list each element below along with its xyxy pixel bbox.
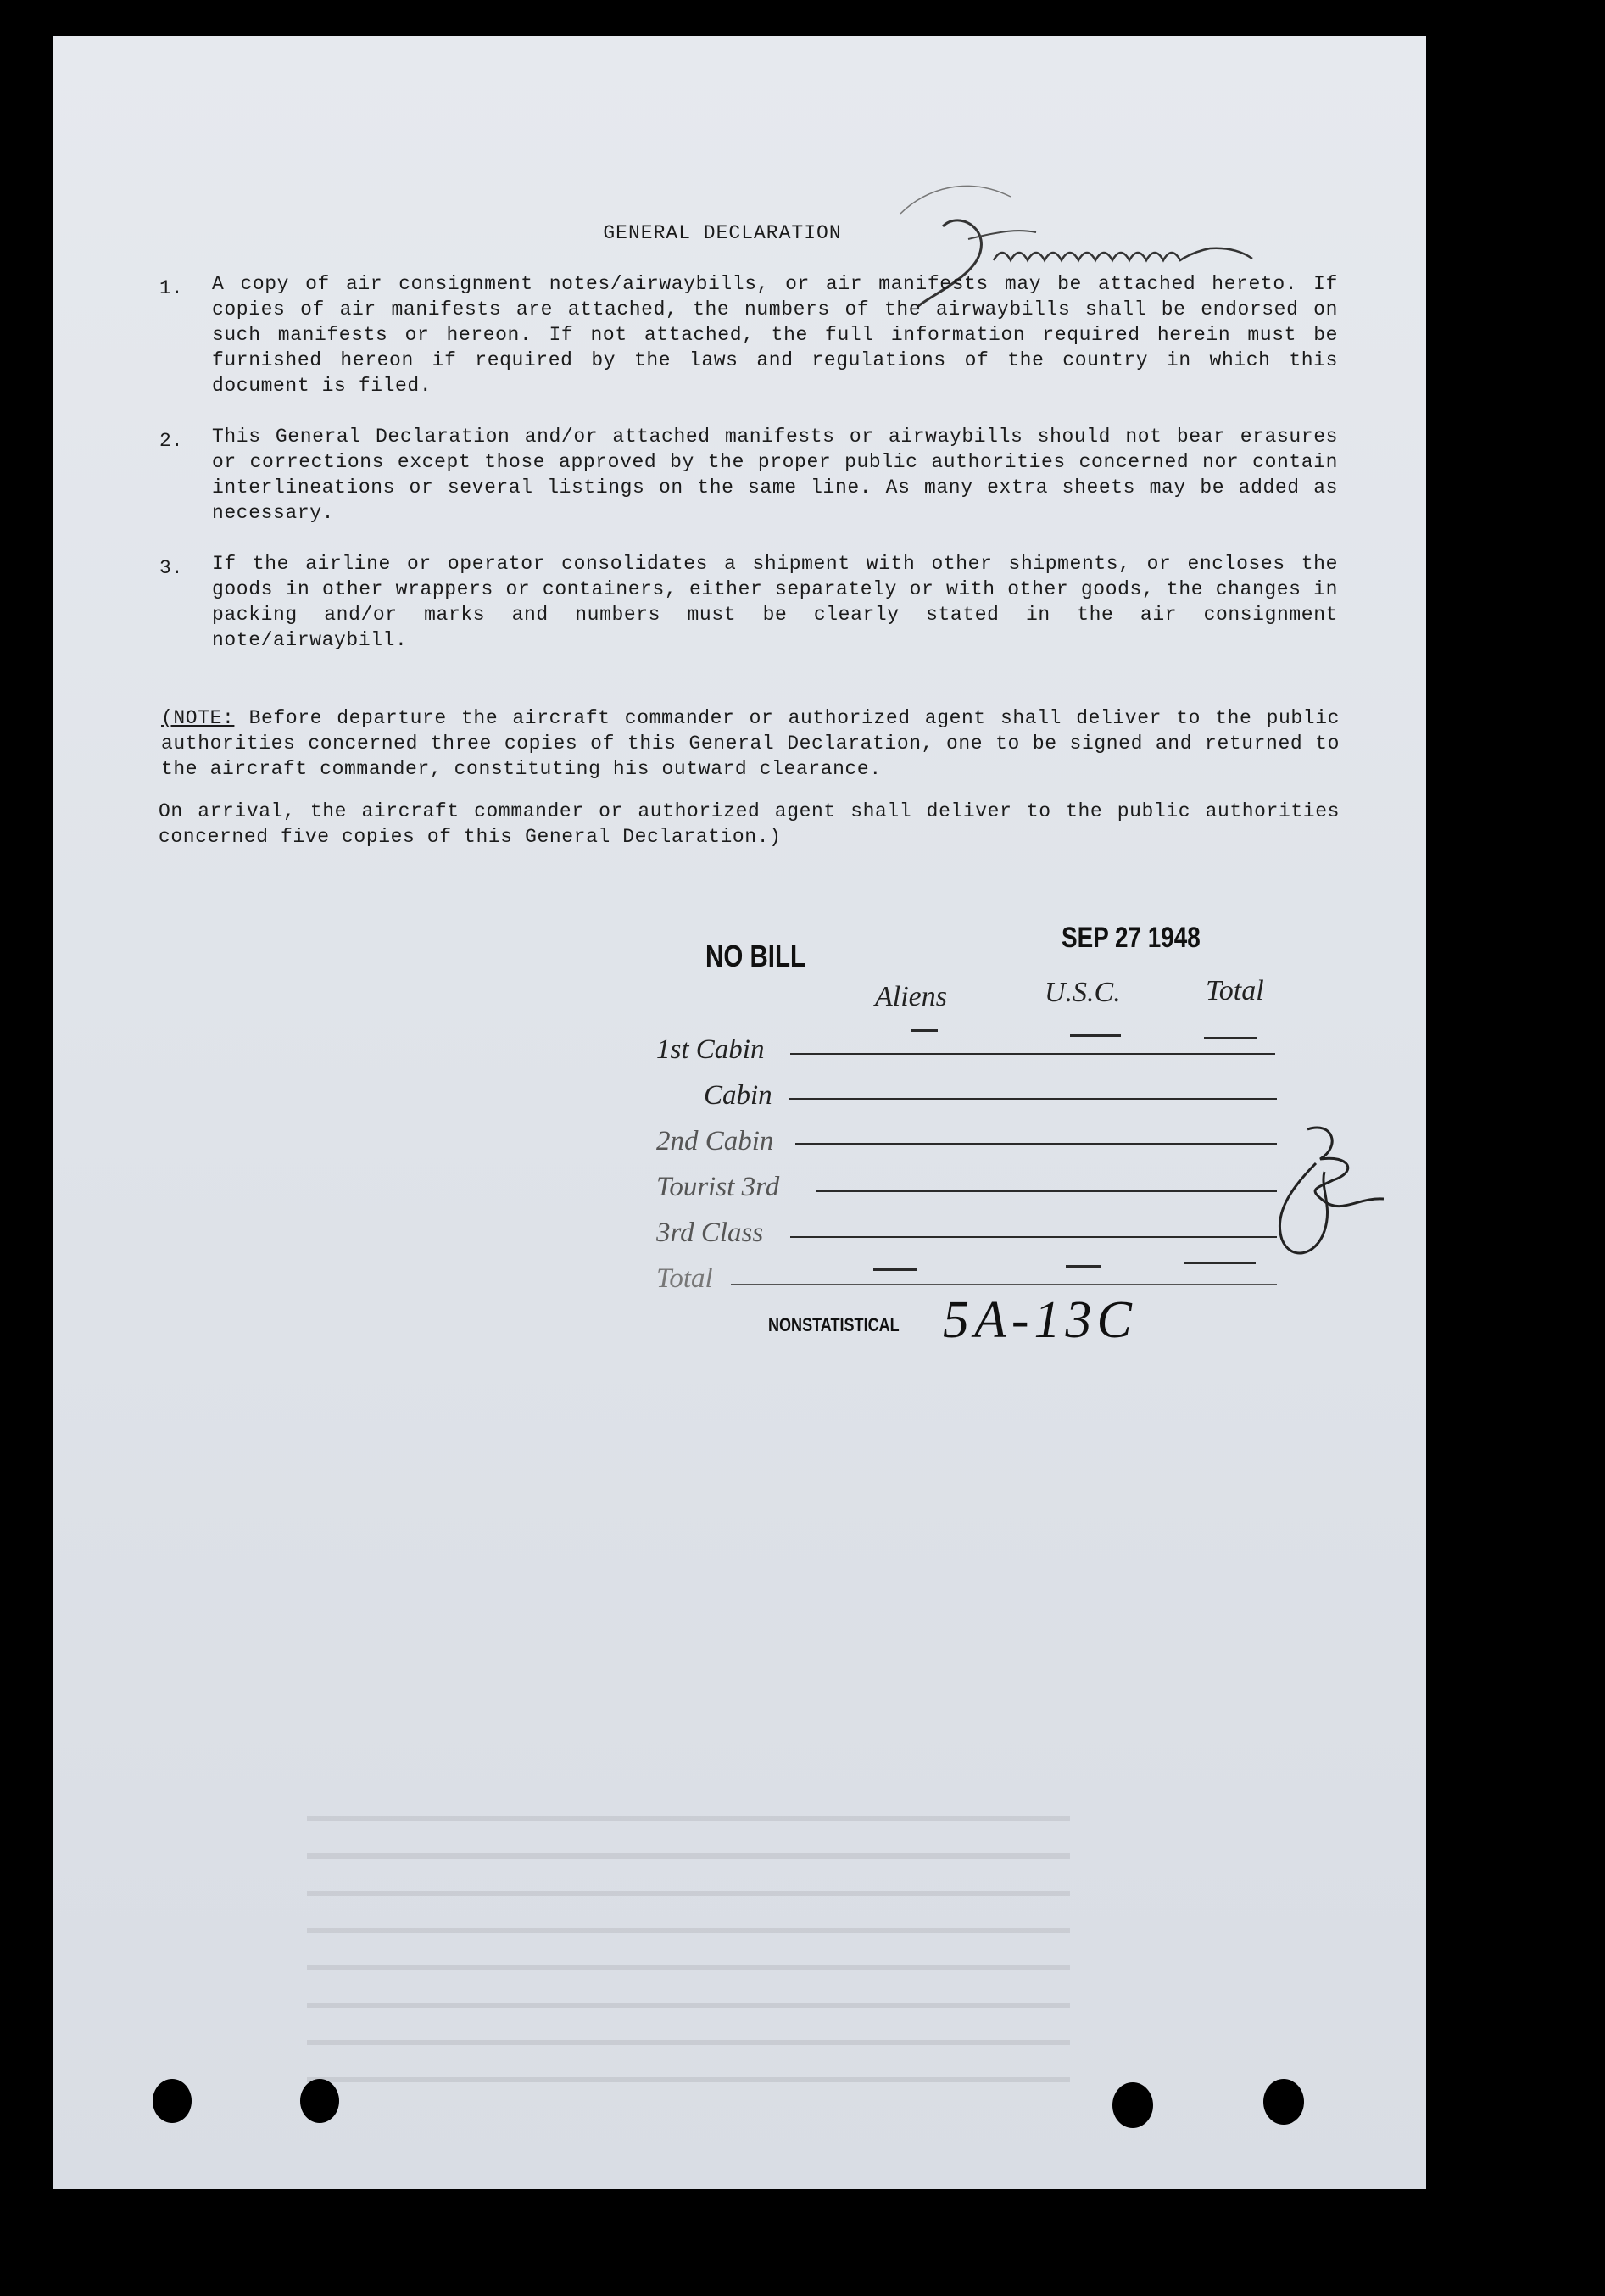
column-header: Aliens	[875, 981, 947, 1012]
punch-hole	[300, 2079, 339, 2123]
item-number: 3.	[159, 557, 183, 579]
date-stamp: SEP 27 1948	[1062, 922, 1201, 954]
row-label: Tourist 3rd	[656, 1172, 780, 1202]
arrival-text: On arrival, the aircraft commander or authorized agent shall deliver to the public authorities concerned five copies of this General Declaration.)	[159, 800, 1340, 848]
row-line	[795, 1143, 1277, 1145]
page-title: GENERAL DECLARATION	[603, 222, 842, 244]
header-tick	[1204, 1037, 1257, 1039]
handwritten-initial	[1257, 1121, 1384, 1282]
paper-sheet	[53, 36, 1426, 2189]
bleed-through	[307, 1816, 1070, 2096]
handwritten-code: 5A-13C	[943, 1291, 1137, 1349]
total-dash	[1066, 1265, 1101, 1268]
header-tick	[911, 1029, 938, 1032]
total-dash	[873, 1268, 917, 1271]
row-line	[790, 1236, 1277, 1238]
item-text: This General Declaration and/or attached manifests or airwaybills should not bear erasures or corrections except those approved by the proper public authorities concerned nor contain interlineations or several listings on the same line. As many extra sheets may be added as necessary.	[212, 426, 1338, 524]
total-dash	[1184, 1262, 1256, 1264]
note-text: Before departure the aircraft commander or authorized agent shall deliver to the public authorities concerned three copies of this General Declaration, one to be signed and returned to the aircraft commander, constituting his outward clearance.	[161, 707, 1340, 780]
punch-hole	[1263, 2079, 1304, 2125]
item-paragraph	[212, 424, 1338, 526]
row-line	[816, 1190, 1277, 1192]
row-line	[789, 1098, 1277, 1100]
punch-hole	[1112, 2082, 1153, 2128]
row-label: Cabin	[704, 1080, 772, 1111]
no-bill-stamp: NO BILL	[705, 939, 806, 973]
item-number: 1.	[159, 277, 183, 299]
column-header: Total	[1206, 975, 1264, 1006]
item-paragraph	[212, 271, 1338, 398]
header-tick	[1070, 1034, 1121, 1037]
row-line	[790, 1053, 1275, 1055]
item-text: If the airline or operator consolidates a shipment with other shipments, or encloses the goods in other wrappers or containers, either separately or with other goods, the changes in packing and/or marks and numbers must be clearly stated in the air consignment note/airwaybill.	[212, 553, 1338, 651]
item-paragraph	[212, 551, 1338, 653]
row-label: 1st Cabin	[656, 1034, 765, 1065]
item-number: 2.	[159, 430, 183, 452]
row-label: Total	[656, 1263, 713, 1294]
row-label: 2nd Cabin	[656, 1126, 774, 1156]
note-paragraph	[161, 705, 1340, 782]
punch-hole	[153, 2079, 192, 2123]
nonstatistical-stamp: NONSTATISTICAL	[768, 1314, 900, 1335]
arrival-paragraph	[159, 799, 1340, 850]
row-line	[731, 1284, 1277, 1285]
row-label: 3rd Class	[656, 1218, 764, 1248]
note-label: (NOTE:	[161, 707, 235, 729]
column-header: U.S.C.	[1045, 977, 1121, 1008]
item-text: A copy of air consignment notes/airwaybills, or air manifests may be attached hereto. If copies of air manifests are attached, the numbers of the airwaybills shall be endorsed on such manifests or hereon. If not attached, the full information required herein must be furnished hereon if required by the laws and regulations of the country in which this document is filed.	[212, 273, 1338, 397]
